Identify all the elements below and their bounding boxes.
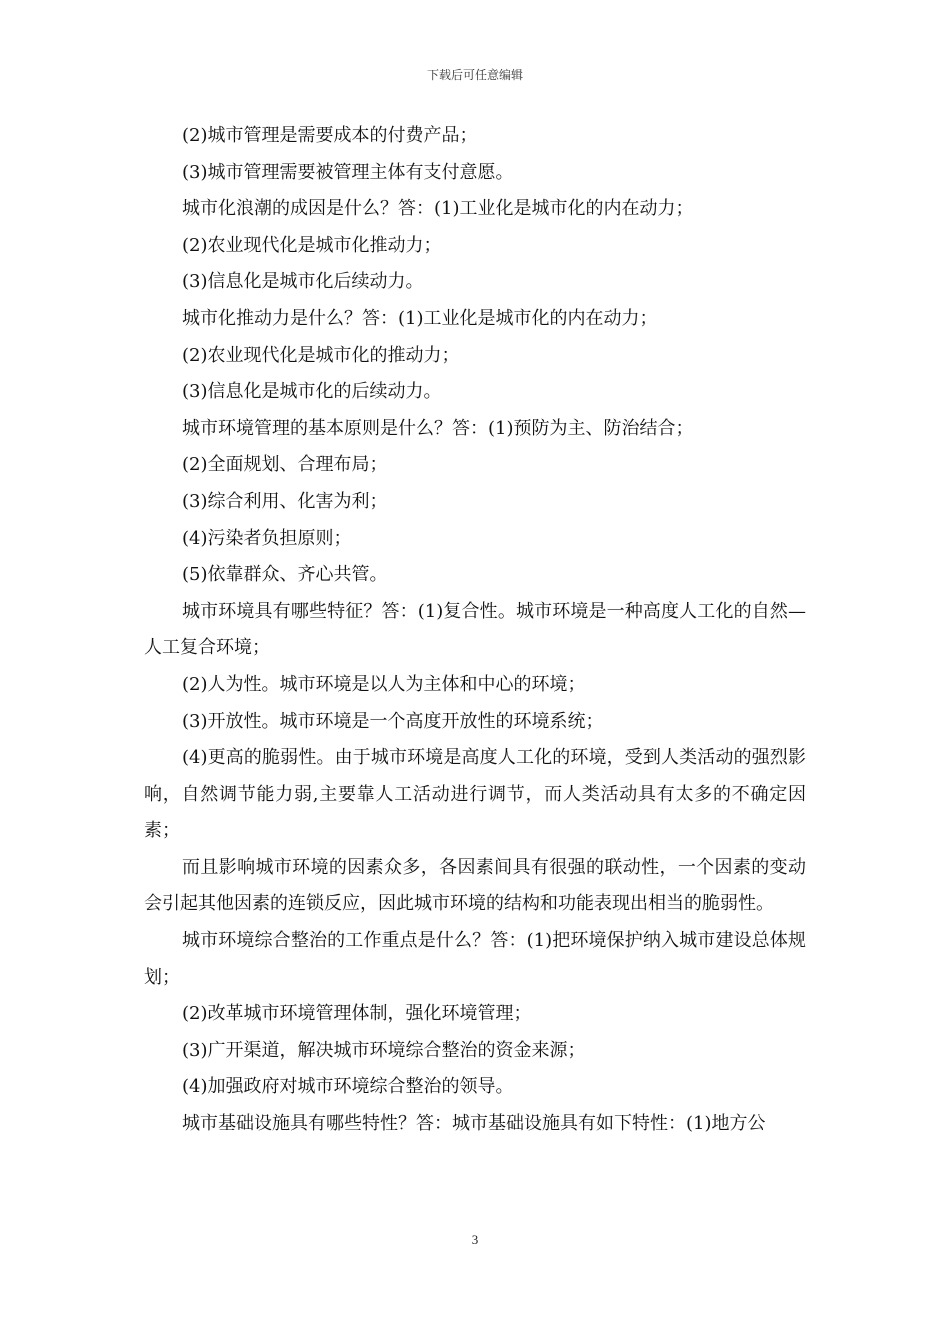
paragraph: (3)广开渠道，解决城市环境综合整治的资金来源；: [182, 1039, 586, 1061]
paragraph: (3)开放性。城市环境是一个高度开放性的环境系统；: [182, 710, 604, 732]
paragraph: (4)更高的脆弱性。由于城市环境是高度人工化的环境，受到人类活动的强烈影响，自然调节能力弱,主要靠人工活动进行调节，而人类活动具有太多的不确定因素；: [144, 747, 806, 842]
paragraph: 而且影响城市环境的因素众多，各因素间具有很强的联动性，一个因素的变动会引起其他因素的连锁反应，因此城市环境的结构和功能表现出相当的脆弱性。: [144, 856, 806, 915]
paragraph: (3)信息化是城市化后续动力。: [182, 271, 424, 293]
paragraph: (3)综合利用、化害为利；: [182, 490, 388, 512]
paragraph: (2)城市管理是需要成本的付费产品；: [182, 125, 478, 146]
paragraph: (3)城市管理需要被管理主体有支付意愿。: [182, 161, 514, 183]
document-body: [144, 118, 806, 1143]
paragraph: (2)全面规划、合理布局；: [182, 454, 388, 476]
paragraph: (2)改革城市环境管理体制，强化环境管理；: [182, 1003, 532, 1025]
paragraph: 城市环境管理的基本原则是什么？答：(1)预防为主、防治结合；: [182, 417, 694, 439]
paragraph: 城市化浪潮的成因是什么？答：(1)工业化是城市化的内在动力；: [182, 198, 694, 220]
paragraph: (5)依靠群众、齐心共管。: [182, 564, 388, 586]
page-number: 3: [471, 1232, 479, 1247]
paragraph: (2)人为性。城市环境是以人为主体和中心的环境；: [182, 673, 586, 695]
paragraph: 城市环境综合整治的工作重点是什么？答：(1)把环境保护纳入城市建设总体规划；: [144, 930, 806, 988]
paragraph: (2)农业现代化是城市化的推动力；: [182, 344, 460, 366]
paragraph: (3)信息化是城市化的后续动力。: [182, 381, 442, 403]
paragraph: 城市化推动力是什么？答：(1)工业化是城市化的内在动力；: [182, 307, 658, 329]
paragraph: 城市基础设施具有哪些特性？答：城市基础设施具有如下特性：(1)地方公: [182, 1113, 766, 1135]
page-header: 下载后可任意编辑: [426, 68, 523, 82]
paragraph: (2)农业现代化是城市化推动力；: [182, 234, 442, 256]
paragraph: (4)加强政府对城市环境综合整治的领导。: [182, 1076, 514, 1098]
paragraph: (4)污染者负担原则；: [182, 527, 352, 549]
paragraph: 城市环境具有哪些特征？答：(1)复合性。城市环境是一种高度人工化的自然—人工复合环境；: [144, 600, 806, 659]
